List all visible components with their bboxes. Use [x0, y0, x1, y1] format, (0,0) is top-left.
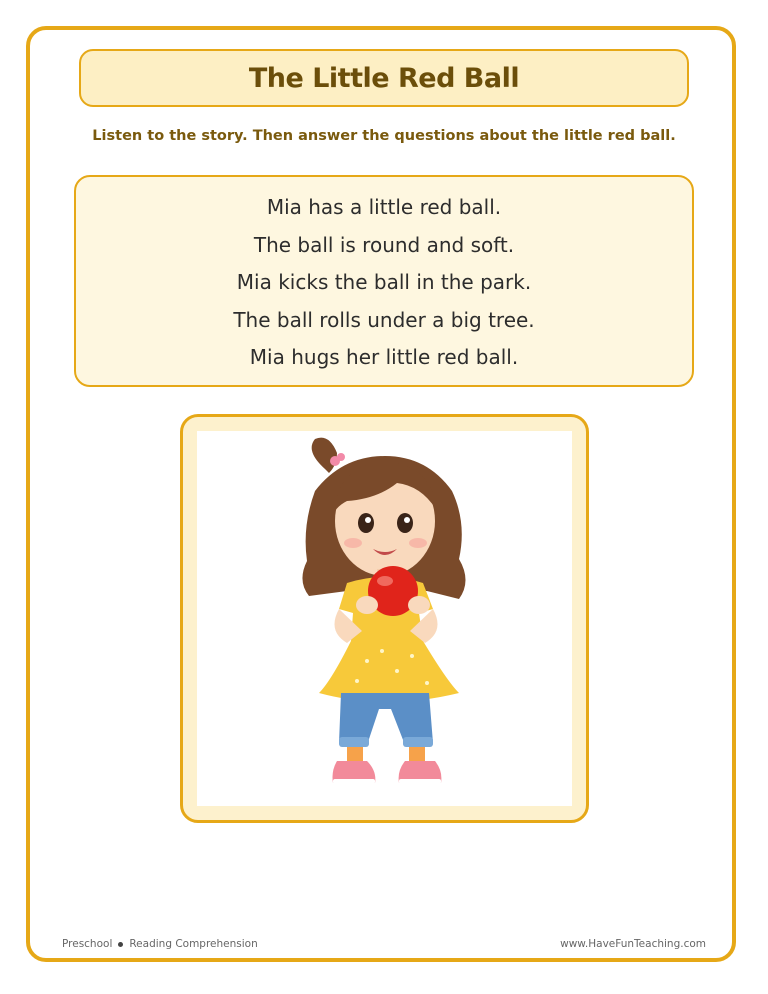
instructions-text: Listen to the story. Then answer the questions about the little red ball. — [92, 128, 676, 144]
footer-grade: Preschool — [62, 938, 113, 950]
footer-website[interactable]: www.HaveFunTeaching.com — [560, 938, 706, 950]
story-line: Mia has a little red ball. — [266, 195, 502, 219]
illustration-frame — [180, 414, 589, 823]
story-line: The ball rolls under a big tree. — [233, 307, 535, 332]
illustration-background — [197, 431, 572, 806]
title-banner — [79, 49, 689, 107]
story-line: The ball is round and soft. — [253, 232, 515, 257]
footer-subject: Reading Comprehension — [129, 938, 258, 950]
page-title: The Little Red Ball — [248, 62, 520, 94]
story-line: Mia hugs her little red ball. — [249, 345, 519, 369]
footer-category — [62, 938, 258, 950]
girl-holding-red-ball-illustration — [197, 431, 572, 806]
story-line: Mia kicks the ball in the park. — [236, 270, 532, 294]
story-box — [74, 175, 694, 387]
bullet-icon — [118, 942, 123, 947]
